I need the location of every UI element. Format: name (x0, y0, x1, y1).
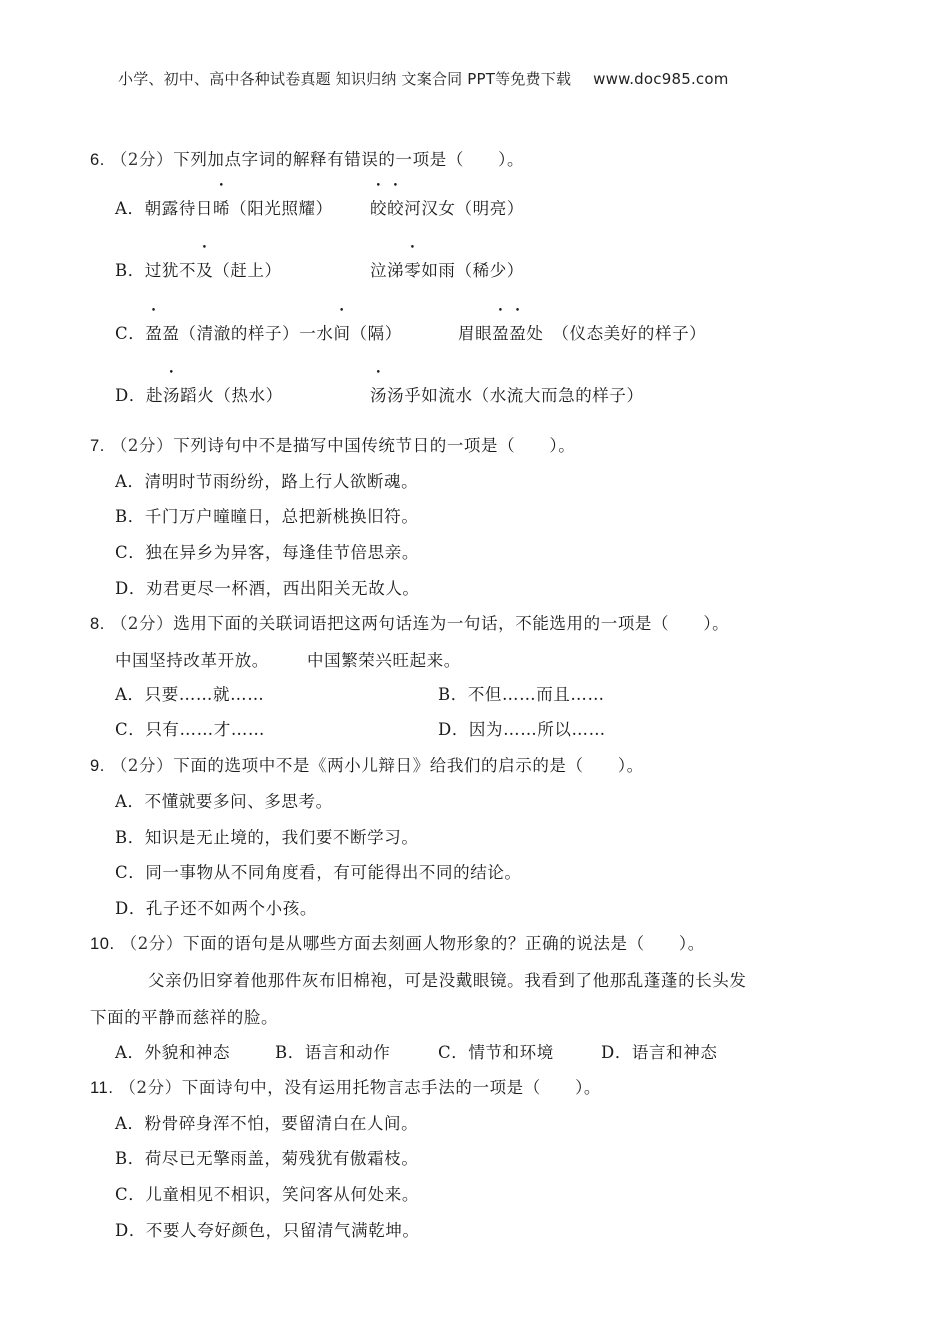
text-segment: 过犹不 (144, 261, 197, 280)
q6-c-left (145, 324, 402, 343)
q11-option-b: B．荷尽已无擎雨盖，菊残犹有傲霜枝。 (115, 1149, 419, 1168)
q8-option-a: A．只要……就…… (115, 685, 265, 704)
text-segment: 赴 (145, 386, 164, 405)
q7-option-a: A．清明时节雨纷纷，路上行人欲断魂。 (115, 472, 419, 491)
q10-passage-line-2: 下面的平静而慈祥的脸。 (90, 1008, 279, 1027)
text-segment: 泣涕 (370, 261, 405, 280)
question-7-stem: 7. （2分）下列诗句中不是描写中国传统节日的一项是（ ）。 (90, 436, 576, 455)
question-score: （2分） (110, 150, 174, 169)
q11-option-c: C．儿童相见不相识，笑问客从何处来。 (115, 1185, 419, 1204)
q6-b-right (370, 257, 524, 281)
dotted-char: 零 (404, 261, 422, 280)
dotted-char: 盈 (509, 324, 527, 343)
text-segment: 汤乎如流水（水流大而急的样子） (387, 386, 644, 405)
q8-sentence-1: 中国坚持改革开放。 (115, 651, 269, 670)
q9-option-b: B．知识是无止境的，我们要不断学习。 (115, 828, 419, 847)
dotted-char: 皎 (370, 199, 388, 218)
dotted-char: 汤 (163, 386, 181, 405)
text-segment: （隔） (350, 324, 402, 343)
q9-option-d: D．孔子还不如两个小孩。 (115, 899, 317, 918)
q10-option-c: C．情节和环境 (438, 1043, 554, 1062)
text-segment: （赶上） (213, 261, 282, 280)
text-segment: 眉眼 (458, 324, 493, 343)
q10-option-d: D．语言和神态 (601, 1043, 718, 1062)
dotted-char: 皎 (387, 199, 405, 218)
q8-option-c: C．只有……才…… (115, 720, 266, 739)
dotted-char: 盈 (145, 324, 163, 343)
dotted-char: 晞 (213, 199, 231, 218)
question-6-stem (90, 146, 524, 170)
question-10-stem: 10. （2分）下面的语句是从哪些方面去刻画人物形象的？正确的说法是（ ）。 (90, 934, 705, 953)
q8-sentence-2: 中国繁荣兴旺起来。 (307, 651, 461, 670)
text-segment: （阳光照耀） (230, 199, 333, 218)
text-segment: 朝露待日 (144, 199, 214, 218)
q6-option-c: C．盈盈（清澈的样子）一水间（隔） (115, 320, 402, 344)
dotted-char: 汤 (370, 386, 388, 405)
q6-b-left (145, 261, 282, 280)
q11-option-d: D．不要人夸好颜色，只留清气满乾坤。 (115, 1221, 420, 1240)
text-segment: 盈（清澈的样子）一水 (162, 324, 334, 343)
q8-option-b: B．不但……而且…… (438, 685, 605, 704)
text-segment: 蹈火（热水） (180, 386, 283, 405)
q8-option-d: D．因为……所以…… (438, 720, 606, 739)
text-segment: 处 （仪态美好的样子） (526, 324, 707, 343)
question-text: 下列加点字词的解释有错误的一项是（ ）。 (173, 150, 525, 169)
q6-a-right (370, 195, 524, 219)
q9-option-c: C．同一事物从不同角度看，有可能得出不同的结论。 (115, 863, 522, 882)
page-header (118, 68, 729, 89)
q6-option-d: D．赴汤蹈火（热水） (115, 382, 283, 406)
q6-d-right (370, 382, 644, 406)
question-9-stem: 9. （2分）下面的选项中不是《两小儿辩日》给我们的启示的是（ ）。 (90, 756, 644, 775)
q6-option-b: B．过犹不及（赶上） (115, 257, 282, 281)
q10-option-b: B．语言和动作 (275, 1043, 391, 1062)
q7-option-c: C．独在异乡为异客，每逢佳节倍思亲。 (115, 543, 419, 562)
q10-passage-line-1: 父亲仍旧穿着他那件灰布旧棉袍，可是没戴眼镜。我看到了他那乱蓬蓬的长头发 (148, 971, 747, 990)
q10-option-a: A．外貌和神态 (115, 1043, 231, 1062)
q6-a-left (145, 199, 333, 218)
q9-option-a: A．不懂就要多问、多思考。 (115, 792, 333, 811)
q11-option-a: A．粉骨碎身浑不怕，要留清白在人间。 (115, 1114, 419, 1133)
question-11-stem: 11. （2分）下面诗句中，没有运用托物言志手法的一项是（ ）。 (90, 1078, 602, 1097)
q6-option-a: A．朝露待日晞（阳光照耀） (115, 195, 333, 219)
q7-option-b: B．千门万户曈曈日，总把新桃换旧符。 (115, 507, 419, 526)
header-url[interactable]: www.doc985.com (593, 70, 729, 88)
q7-option-d: D．劝君更尽一杯酒，西出阳关无故人。 (115, 579, 420, 598)
header-text: 小学、初中、高中各种试卷真题 知识归纳 文案合同 PPT等免费下载 (118, 70, 572, 88)
question-8-stem: 8. （2分）选用下面的关联词语把这两句话连为一句话，不能选用的一项是（ ）。 (90, 614, 730, 633)
dotted-char: 及 (196, 261, 214, 280)
q6-c-right (458, 320, 706, 344)
q6-d-left (146, 386, 283, 405)
dotted-char: 盈 (492, 324, 510, 343)
text-segment: 如雨（稀少） (421, 261, 524, 280)
text-segment: 河汉女（明亮） (404, 199, 524, 218)
dotted-char: 间 (333, 324, 351, 343)
question-number: 6. (90, 151, 105, 169)
